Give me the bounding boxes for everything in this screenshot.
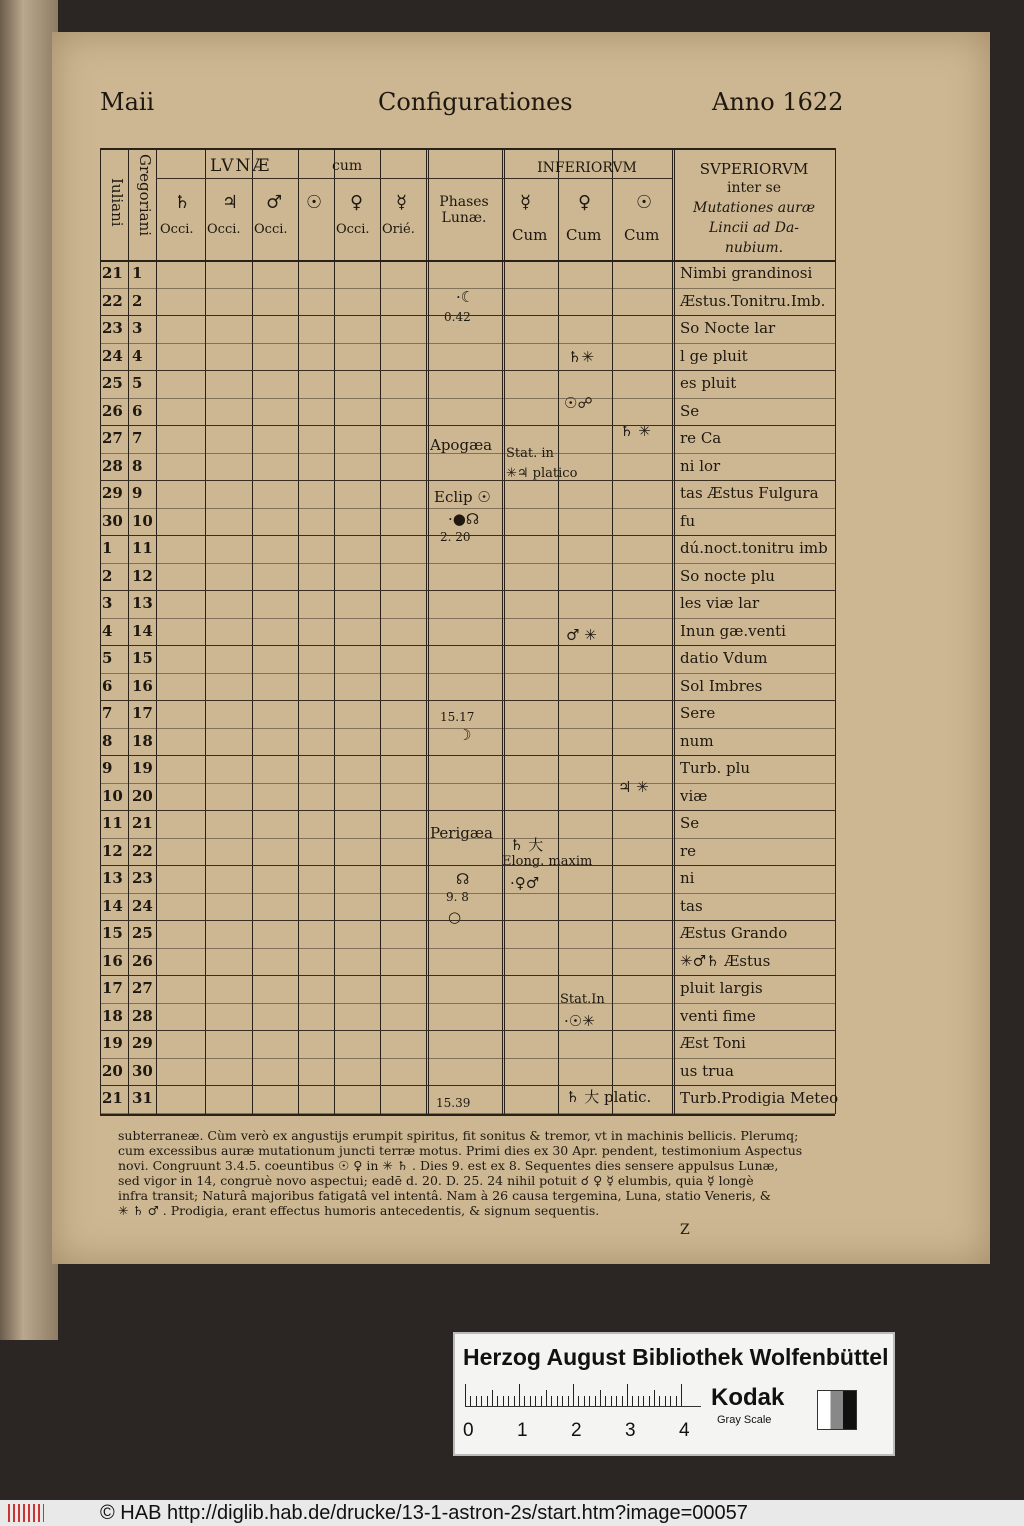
phase-note: 2. 20 bbox=[440, 530, 471, 544]
iuliani-day: 7 bbox=[102, 704, 113, 722]
mutation-note: es pluit bbox=[680, 374, 737, 392]
gregoriani-day: 4 bbox=[132, 346, 143, 365]
ruler-tick bbox=[611, 1396, 612, 1406]
mutation-note: venti fime bbox=[680, 1006, 756, 1025]
gregoriani-day: 20 bbox=[132, 786, 153, 805]
iuliani-day: 4 bbox=[102, 621, 113, 640]
configurations-table bbox=[100, 148, 839, 1114]
gregoriani-day: 11 bbox=[132, 539, 153, 557]
hab-logo-icon bbox=[8, 1504, 44, 1522]
footer-line: subterraneæ. Cùm verò ex angustijs erumpit spiritus, fit sonitus & tremor, vt in machinis bellicis. Plerumq; bbox=[118, 1128, 799, 1143]
ruler-tick bbox=[514, 1396, 515, 1406]
ruler-tick bbox=[497, 1396, 498, 1406]
gray-scale-swatch bbox=[817, 1390, 857, 1430]
year-header: Anno 1622 bbox=[712, 88, 844, 116]
ruler-tick bbox=[584, 1396, 585, 1406]
inferiorum-header: INFERIORVM bbox=[537, 160, 637, 176]
ruler-tick bbox=[492, 1390, 493, 1406]
ruler-number: 2 bbox=[571, 1420, 582, 1441]
ruler-tick bbox=[551, 1396, 552, 1406]
ruler-tick bbox=[643, 1396, 644, 1406]
ruler-tick bbox=[487, 1396, 488, 1406]
inferior-note: ♄✳ bbox=[568, 348, 595, 366]
phase-note: 15.17 bbox=[440, 710, 475, 724]
gregoriani-day: 8 bbox=[132, 456, 143, 475]
gregoriani-day: 31 bbox=[132, 1089, 153, 1107]
sun-icon: ☉ bbox=[636, 192, 653, 213]
iuliani-day: 21 bbox=[102, 264, 123, 282]
iuliani-day: 10 bbox=[102, 786, 123, 805]
mutation-note: Inun gæ.venti bbox=[680, 621, 786, 640]
iuliani-day: 24 bbox=[102, 346, 123, 365]
gregoriani-day: 19 bbox=[132, 759, 153, 777]
venus-icon: ♀ bbox=[350, 192, 364, 213]
saturn-icon: ♄ bbox=[174, 192, 191, 213]
ruler-tick bbox=[600, 1390, 601, 1406]
mutation-note: Æst Toni bbox=[680, 1034, 746, 1052]
mutation-note: Se bbox=[680, 814, 700, 832]
ruler-tick bbox=[654, 1390, 655, 1406]
mutation-note: tas Æstus Fulgura bbox=[680, 484, 819, 502]
iuliani-day: 28 bbox=[102, 456, 123, 475]
scale-ruler bbox=[465, 1384, 701, 1407]
inferior-note: ♃ ✳ bbox=[618, 778, 649, 796]
iuliani-day: 15 bbox=[102, 924, 123, 942]
mutation-note: So nocte plu bbox=[680, 566, 775, 585]
mutation-note: Turb. plu bbox=[680, 759, 751, 777]
gregoriani-day: 5 bbox=[132, 374, 143, 392]
gregoriani-day: 9 bbox=[132, 484, 143, 502]
sun-icon: ☉ bbox=[306, 192, 323, 213]
gregoriani-day: 13 bbox=[132, 594, 153, 612]
gregoriani-day: 6 bbox=[132, 401, 143, 420]
phase-note: 15.39 bbox=[436, 1096, 471, 1110]
superiorum-sub2: Mutationes auræ bbox=[692, 200, 815, 216]
iuliani-day: 23 bbox=[102, 319, 123, 337]
mutation-note: So Nocte lar bbox=[680, 319, 776, 337]
footer-commentary bbox=[118, 1128, 832, 1218]
phase-note: Apogæa bbox=[430, 436, 493, 454]
gregoriani-header: Gregoriani bbox=[136, 154, 154, 237]
iuliani-day: 16 bbox=[102, 951, 123, 970]
iuliani-day: 29 bbox=[102, 484, 123, 502]
mutation-note: Turb.Prodigia Meteo bbox=[680, 1089, 839, 1107]
ruler-tick bbox=[519, 1384, 520, 1406]
gregoriani-day: 28 bbox=[132, 1006, 153, 1025]
iuliani-day: 26 bbox=[102, 401, 123, 420]
ruler-tick bbox=[476, 1396, 477, 1406]
mutation-note: re Ca bbox=[680, 429, 722, 447]
signature-mark: Z bbox=[680, 1222, 690, 1238]
gregoriani-day: 21 bbox=[132, 814, 153, 832]
book-spine-edge bbox=[0, 0, 58, 1340]
ruler-number: 4 bbox=[679, 1420, 690, 1441]
library-name: Herzog August Bibliothek Wolfenbüttel bbox=[463, 1344, 889, 1370]
iuliani-day: 25 bbox=[102, 374, 123, 392]
iuliani-day: 9 bbox=[102, 759, 113, 777]
ruler-tick bbox=[530, 1396, 531, 1406]
iuliani-day: 30 bbox=[102, 511, 123, 530]
cum-header: cum bbox=[332, 158, 363, 174]
ruler-tick bbox=[616, 1396, 617, 1406]
ruler-tick bbox=[670, 1396, 671, 1406]
mutation-note: ni lor bbox=[680, 456, 721, 475]
inferior-note: ✳♃ platico bbox=[506, 466, 578, 481]
ruler-tick bbox=[557, 1396, 558, 1406]
mutation-note: ni bbox=[680, 869, 695, 887]
ruler-number: 0 bbox=[463, 1420, 474, 1441]
gregoriani-day: 18 bbox=[132, 731, 153, 750]
ruler-tick bbox=[524, 1396, 525, 1406]
gregoriani-day: 27 bbox=[132, 979, 153, 997]
lunae-header: LVNÆ bbox=[210, 156, 272, 176]
iuliani-day: 18 bbox=[102, 1006, 123, 1025]
ruler-tick bbox=[541, 1396, 542, 1406]
iuliani-day: 17 bbox=[102, 979, 123, 997]
mutation-note: Sere bbox=[680, 704, 716, 722]
aspect-label: Occi. bbox=[254, 222, 288, 237]
mutation-note: datio Vdum bbox=[680, 649, 768, 667]
iuliani-day: 3 bbox=[102, 594, 113, 612]
mutation-note: re bbox=[680, 841, 697, 860]
ruler-number: 1 bbox=[517, 1420, 528, 1441]
phase-note: ☽ bbox=[458, 726, 472, 744]
mutation-note: fu bbox=[680, 511, 696, 530]
phase-note: ·☾ bbox=[456, 288, 475, 306]
mutation-note: Se bbox=[680, 401, 700, 420]
ruler-tick bbox=[535, 1396, 536, 1406]
ruler-tick bbox=[465, 1384, 466, 1406]
gregoriani-day: 24 bbox=[132, 896, 153, 915]
gray-scale-label: Gray Scale bbox=[717, 1414, 772, 1426]
iuliani-day: 27 bbox=[102, 429, 123, 447]
cum-label: Cum bbox=[624, 226, 660, 244]
footer-line: sed vigor in 14, congruè novo aspectui; eadē d. 20. D. 25. 24 nihil potuit ☌ ♀ ☿ elumbis, quia ☿ longè bbox=[118, 1173, 754, 1188]
iuliani-day: 1 bbox=[102, 539, 113, 557]
mutation-note: Nimbi grandinosi bbox=[680, 264, 813, 282]
mutation-note: us trua bbox=[680, 1061, 734, 1080]
gregoriani-day: 10 bbox=[132, 511, 153, 530]
inferior-note: ♂ ✳ bbox=[566, 626, 597, 644]
phase-note: ·●☊ bbox=[448, 510, 480, 528]
mutation-note: les viæ lar bbox=[680, 594, 760, 612]
ruler-tick bbox=[470, 1396, 471, 1406]
iuliani-day: 2 bbox=[102, 566, 113, 585]
ruler-tick bbox=[595, 1396, 596, 1406]
phase-note: Perigæa bbox=[430, 824, 493, 842]
jupiter-icon: ♃ bbox=[222, 192, 239, 213]
iuliani-day: 13 bbox=[102, 869, 123, 887]
inferior-note: Elong. maxim bbox=[502, 854, 593, 869]
ruler-tick bbox=[503, 1396, 504, 1406]
mutation-note: tas bbox=[680, 896, 703, 915]
ruler-number: 3 bbox=[625, 1420, 636, 1441]
ruler-tick bbox=[638, 1396, 639, 1406]
iuliani-day: 6 bbox=[102, 676, 113, 695]
month-header: Maii bbox=[100, 88, 155, 116]
gregoriani-day: 2 bbox=[132, 291, 143, 310]
cum-label: Cum bbox=[512, 226, 548, 244]
iuliani-day: 5 bbox=[102, 649, 113, 667]
mutation-note: viæ bbox=[680, 786, 708, 805]
inferior-note: Stat. in bbox=[506, 446, 554, 461]
iuliani-day: 12 bbox=[102, 841, 123, 860]
footer-line: ✳ ♄ ♂ . Prodigia, erant effectus humoris antecedentis, & signum sequentis. bbox=[118, 1203, 600, 1218]
phase-note: ○ bbox=[448, 908, 462, 926]
gregoriani-day: 3 bbox=[132, 319, 143, 337]
gregoriani-day: 30 bbox=[132, 1061, 153, 1080]
ruler-tick bbox=[562, 1396, 563, 1406]
mercury-icon: ☿ bbox=[396, 192, 408, 213]
gregoriani-day: 26 bbox=[132, 951, 153, 970]
gregoriani-day: 14 bbox=[132, 621, 153, 640]
ruler-tick bbox=[546, 1390, 547, 1406]
mutation-note: l ge pluit bbox=[680, 346, 748, 365]
phase-note: 0.42 bbox=[444, 310, 471, 324]
inferior-note: ♄ 大 bbox=[510, 836, 544, 854]
mars-icon: ♂ bbox=[266, 192, 283, 213]
superiorum-header: SVPERIORVM bbox=[699, 160, 809, 178]
footer-line: novi. Congruunt 3.4.5. coeuntibus ☉ ♀ in ✳ ♄ . Dies 9. est ex 8. Sequentes dies sensere appulsus Lunæ, bbox=[118, 1158, 779, 1173]
ruler-tick bbox=[659, 1396, 660, 1406]
gregoriani-day: 25 bbox=[132, 924, 153, 942]
inferior-note: Stat.In bbox=[560, 992, 605, 1007]
phase-note: ☊ bbox=[456, 870, 470, 888]
gregoriani-day: 23 bbox=[132, 869, 153, 887]
superiorum-sub1: inter se bbox=[726, 180, 782, 196]
gregoriani-day: 16 bbox=[132, 676, 153, 695]
superiorum-sub3: Lincii ad Da- bbox=[708, 220, 800, 236]
inferior-note: ·♀♂ bbox=[510, 874, 540, 892]
title-header: Configurationes bbox=[378, 88, 573, 116]
phase-note: Eclip ☉ bbox=[434, 488, 491, 506]
venus-icon: ♀ bbox=[578, 192, 592, 213]
ruler-tick bbox=[627, 1384, 628, 1406]
iuliani-header: Iuliani bbox=[108, 178, 126, 227]
gregoriani-day: 29 bbox=[132, 1034, 153, 1052]
iuliani-day: 22 bbox=[102, 291, 123, 310]
ruler-tick bbox=[681, 1384, 682, 1406]
footer-line: infra transit; Naturâ majoribus fatigatâ vel intentâ. Nam à 26 causa tergemina, Luna, statio Veneris, & bbox=[118, 1188, 771, 1203]
inferior-note: ☉☍ bbox=[564, 394, 593, 412]
iuliani-day: 14 bbox=[102, 896, 123, 915]
inferior-note: ♄ ✳ bbox=[620, 422, 651, 440]
ruler-tick bbox=[632, 1396, 633, 1406]
ruler-tick bbox=[589, 1396, 590, 1406]
gregoriani-day: 7 bbox=[132, 429, 143, 447]
ruler-tick bbox=[665, 1396, 666, 1406]
iuliani-day: 11 bbox=[102, 814, 123, 832]
mutation-note: ✳♂♄ Æstus bbox=[680, 951, 771, 970]
library-color-card bbox=[453, 1332, 895, 1456]
gregoriani-day: 15 bbox=[132, 649, 153, 667]
iuliani-day: 21 bbox=[102, 1089, 123, 1107]
ruler-tick bbox=[649, 1396, 650, 1406]
mutation-note: num bbox=[680, 731, 714, 750]
ruler-tick bbox=[573, 1384, 574, 1406]
aspect-label: Occi. bbox=[336, 222, 370, 237]
mercury-icon: ☿ bbox=[520, 192, 532, 213]
ruler-tick bbox=[676, 1396, 677, 1406]
mutation-note: Æstus.Tonitru.Imb. bbox=[680, 291, 826, 310]
gregoriani-day: 12 bbox=[132, 566, 153, 585]
superiorum-sub4: nubium. bbox=[724, 240, 784, 256]
phase-note: 9. 8 bbox=[446, 890, 469, 904]
inferior-note: ♄ 大 platic. bbox=[566, 1088, 652, 1106]
inferior-note: ·☉✳ bbox=[564, 1012, 595, 1030]
gregoriani-day: 17 bbox=[132, 704, 153, 722]
kodak-logo: Kodak bbox=[711, 1384, 785, 1411]
gregoriani-day: 22 bbox=[132, 841, 153, 860]
mutation-note: Sol Imbres bbox=[680, 676, 763, 695]
ruler-tick bbox=[622, 1396, 623, 1406]
ruler-tick bbox=[481, 1396, 482, 1406]
mutation-note: Æstus Grando bbox=[680, 924, 788, 942]
iuliani-day: 19 bbox=[102, 1034, 123, 1052]
mutation-note: dú.noct.tonitru imb bbox=[680, 539, 828, 557]
ruler-tick bbox=[605, 1396, 606, 1406]
aspect-label: Orié. bbox=[382, 222, 415, 237]
credit-link[interactable]: © HAB http://diglib.hab.de/drucke/13-1-astron-2s/start.htm?image=00057 bbox=[100, 1502, 748, 1524]
iuliani-day: 8 bbox=[102, 731, 113, 750]
gregoriani-day: 1 bbox=[132, 264, 143, 282]
ruler-tick bbox=[508, 1396, 509, 1406]
ruler-tick bbox=[568, 1396, 569, 1406]
footer-line: cum excessibus auræ mutationum juncti terræ motus. Primi dies ex 30 Apr. pendent, testimonium Aspectus bbox=[118, 1143, 803, 1158]
iuliani-day: 20 bbox=[102, 1061, 123, 1080]
aspect-label: Occi. bbox=[160, 222, 194, 237]
aspect-label: Occi. bbox=[207, 222, 241, 237]
cum-label: Cum bbox=[566, 226, 602, 244]
phases-header: Phases Lunæ. bbox=[439, 194, 489, 226]
ruler-tick bbox=[578, 1396, 579, 1406]
mutation-note: pluit largis bbox=[680, 979, 763, 997]
